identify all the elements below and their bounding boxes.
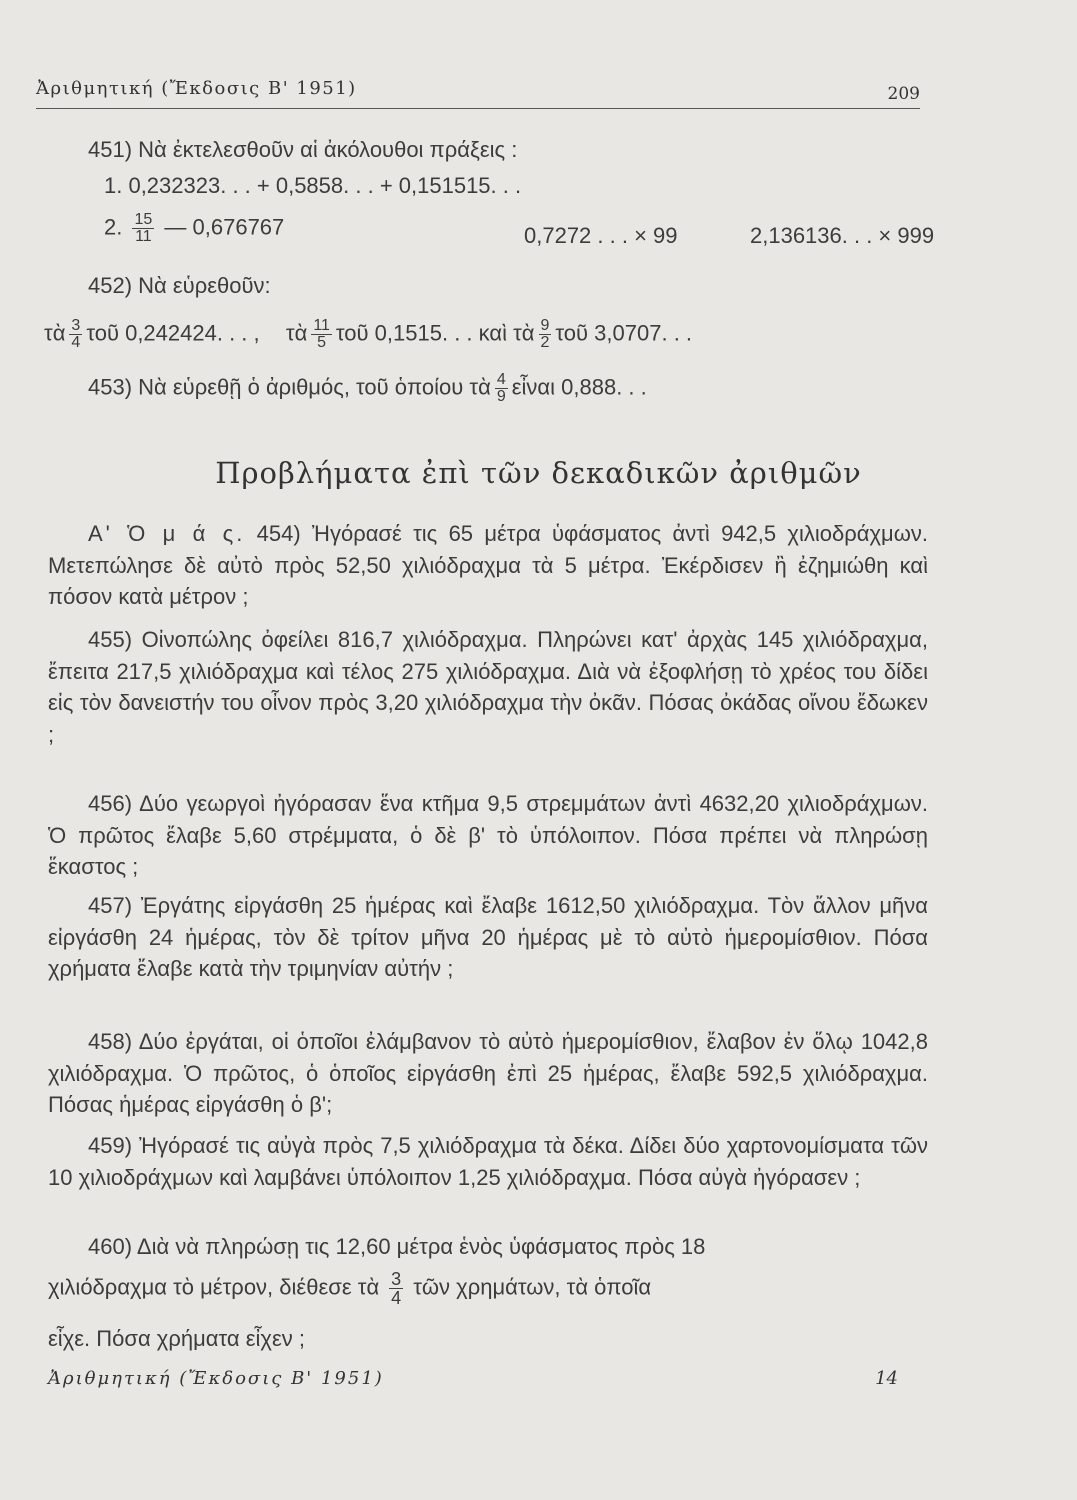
footer-number: 14 [875, 1368, 898, 1389]
text: τῶν χρημάτων, τὰ ὁποῖα [413, 1274, 652, 1300]
problem-460-line3: εἶχε. Πόσα χρήματα εἶχεν ; [48, 1326, 305, 1351]
fraction-denominator: 5 [317, 334, 327, 351]
problem-459 [48, 1130, 928, 1193]
fraction-numerator: 9 [540, 317, 550, 334]
exercise-451-line2 [104, 212, 284, 245]
problem-460-line1 [48, 1234, 928, 1260]
problem-text: 456) Δύο γεωργοὶ ἠγόρασαν ἕνα κτῆμα 9,5 στρεμμάτων ἀντὶ 4632,20 χιλιοδράχμων. Ὁ πρῶτος ἔλαβε 5,60 στρέμματα, ὁ δὲ β' τὸ ὑπόλοιπον. Πόσα πρέπει νὰ πληρώσῃ ἕκαστος ; [48, 791, 928, 879]
problem-text: 457) Ἐργάτης εἰργάσθη 25 ἡμέρας καὶ ἔλαβε 1612,50 χιλιόδραχμα. Τὸν ἄλλον μῆνα εἰργάσθη 24 ἡμέρας, τὸν δὲ τρίτον μῆνα 20 ἡμέρας μὲ τὸ αὐτὸ ἡμερομίσθιον. Πόσα χρήματα ἔλαβε κατὰ τὴν τριμηνίαν αὐτήν ; [48, 893, 928, 981]
text: 453) Νὰ εὑρεθῇ ὁ ἀριθμός, τοῦ ὁποίου τὰ [88, 374, 491, 400]
fraction-numerator: 3 [391, 1269, 402, 1289]
text: τοῦ 3,0707. . . [555, 320, 693, 346]
running-header [36, 76, 920, 109]
expression-c: 2,136136. . . × 999 [750, 223, 935, 248]
exercise-451-label: 451) Νὰ ἐκτελεσθοῦν αἱ ἀκόλουθοι πράξεις : [88, 137, 518, 162]
fraction-denominator: 9 [496, 388, 506, 405]
fraction-numerator: 4 [496, 371, 506, 388]
expression-b: 0,7272 . . . × 99 [524, 223, 678, 248]
group-label: Α' Ὁ μ ά ς. [88, 521, 246, 546]
problem-text: 459) Ἠγόρασέ τις αὐγὰ πρὸς 7,5 χιλιόδραχμα τὰ δέκα. Δίδει δύο χαρτονομίσματα τῶν 10 χιλιοδράχμων καὶ λαμβάνει ὑπόλοιπον 1,25 χιλιόδραχμα. Πόσα αὐγὰ ἠγόρασεν ; [48, 1133, 928, 1190]
exercise-452-label: 452) Νὰ εὑρεθοῦν: [88, 273, 271, 298]
problem-456 [48, 788, 928, 883]
fraction-15-11 [132, 212, 154, 245]
exercise-451-line1: 1. 0,232323. . . + 0,5858. . . + 0,151515. . . [104, 173, 522, 198]
text: εἶναι 0,888. . . [511, 374, 647, 400]
fraction-11-5 [311, 318, 332, 351]
fraction-denominator: 4 [391, 1288, 402, 1308]
exercise-453 [88, 372, 647, 405]
problem-458 [48, 1026, 928, 1121]
problem-455 [48, 624, 928, 750]
fraction-numerator: 3 [71, 317, 81, 334]
section-heading: Προβλήματα ἐπὶ τῶν δεκαδικῶν ἀριθμῶν [215, 456, 862, 490]
problem-457 [48, 890, 928, 985]
text: τὰ [285, 320, 308, 346]
text: τοῦ 0,242424. . . , [86, 320, 260, 346]
fraction-numerator: 15 [134, 211, 153, 228]
problem-text: 458) Δύο ἐργάται, οἱ ὁποῖοι ἐλάμβανον τὸ αὐτὸ ἡμερομίσθιον, ἔλαβον ἐν ὅλῳ 1042,8 χιλιόδραχμα. Ὁ πρῶτος, ὁ ὁποῖος εἰργάσθη ἐπὶ 25 ἡμέρας, ἔλαβε 592,5 χιλιόδραχμα. Πόσας ἡμέρας εἰργάσθη ὁ β'; [48, 1029, 928, 1117]
fraction-4-9 [495, 372, 508, 405]
exercise-452-line [44, 318, 692, 351]
problem-460-line2 [48, 1270, 928, 1307]
header-title: Ἀριθμητική (Ἔκδοσις Β' 1951) [36, 78, 357, 99]
fraction-denominator: 4 [71, 334, 81, 351]
item-number: 2. [104, 214, 123, 240]
fraction-9-2 [539, 318, 552, 351]
page-number: 209 [887, 84, 920, 104]
footer-title: Ἀριθμητική (Ἔκδοσις Β' 1951) [48, 1368, 384, 1389]
text: 460) Διὰ νὰ πληρώσῃ τις 12,60 μέτρα ἑνὸς ὑφάσματος πρὸς 18 [88, 1234, 706, 1259]
problem-text: 454) Ἠγόρασέ τις 65 μέτρα ὑφάσματος ἀντὶ 942,5 χιλιοδράχμων. Μετεπώλησε δὲ αὐτὸ πρὸς 52,50 χιλιόδραχμα τὰ 5 μέτρα. Ἐκέρδισεν ἢ ἐζημιώθη καὶ πόσον κατὰ μέτρον ; [48, 521, 928, 609]
fraction-3-4 [389, 1270, 403, 1307]
text: τὰ [44, 320, 66, 346]
fraction-3-4 [69, 318, 82, 351]
text: χιλιόδραχμα τὸ μέτρον, διέθεσε τὰ [48, 1274, 380, 1300]
problem-454 [48, 518, 928, 613]
text: τοῦ 0,1515. . . καὶ τὰ [335, 320, 535, 346]
fraction-numerator: 11 [313, 317, 330, 334]
fraction-denominator: 2 [540, 334, 550, 351]
problem-text: 455) Οἰνοπώλης ὀφείλει 816,7 χιλιόδραχμα. Πληρώνει κατ' ἀρχὰς 145 χιλιόδραχμα, ἔπειτα 217,5 χιλιόδραχμα καὶ τέλος 275 χιλιόδραχμα. Διὰ νὰ ἐξοφλήσῃ τὸ χρέος του δίδει εἰς τὸν δανειστήν του οἶνον πρὸς 3,20 χιλιόδραχμα τὴν ὀκᾶν. Πόσας ὀκάδας οἴνου ἔδωκεν ; [48, 627, 928, 747]
fraction-denominator: 11 [135, 228, 152, 245]
expression-a: — 0,676767 [164, 214, 285, 240]
